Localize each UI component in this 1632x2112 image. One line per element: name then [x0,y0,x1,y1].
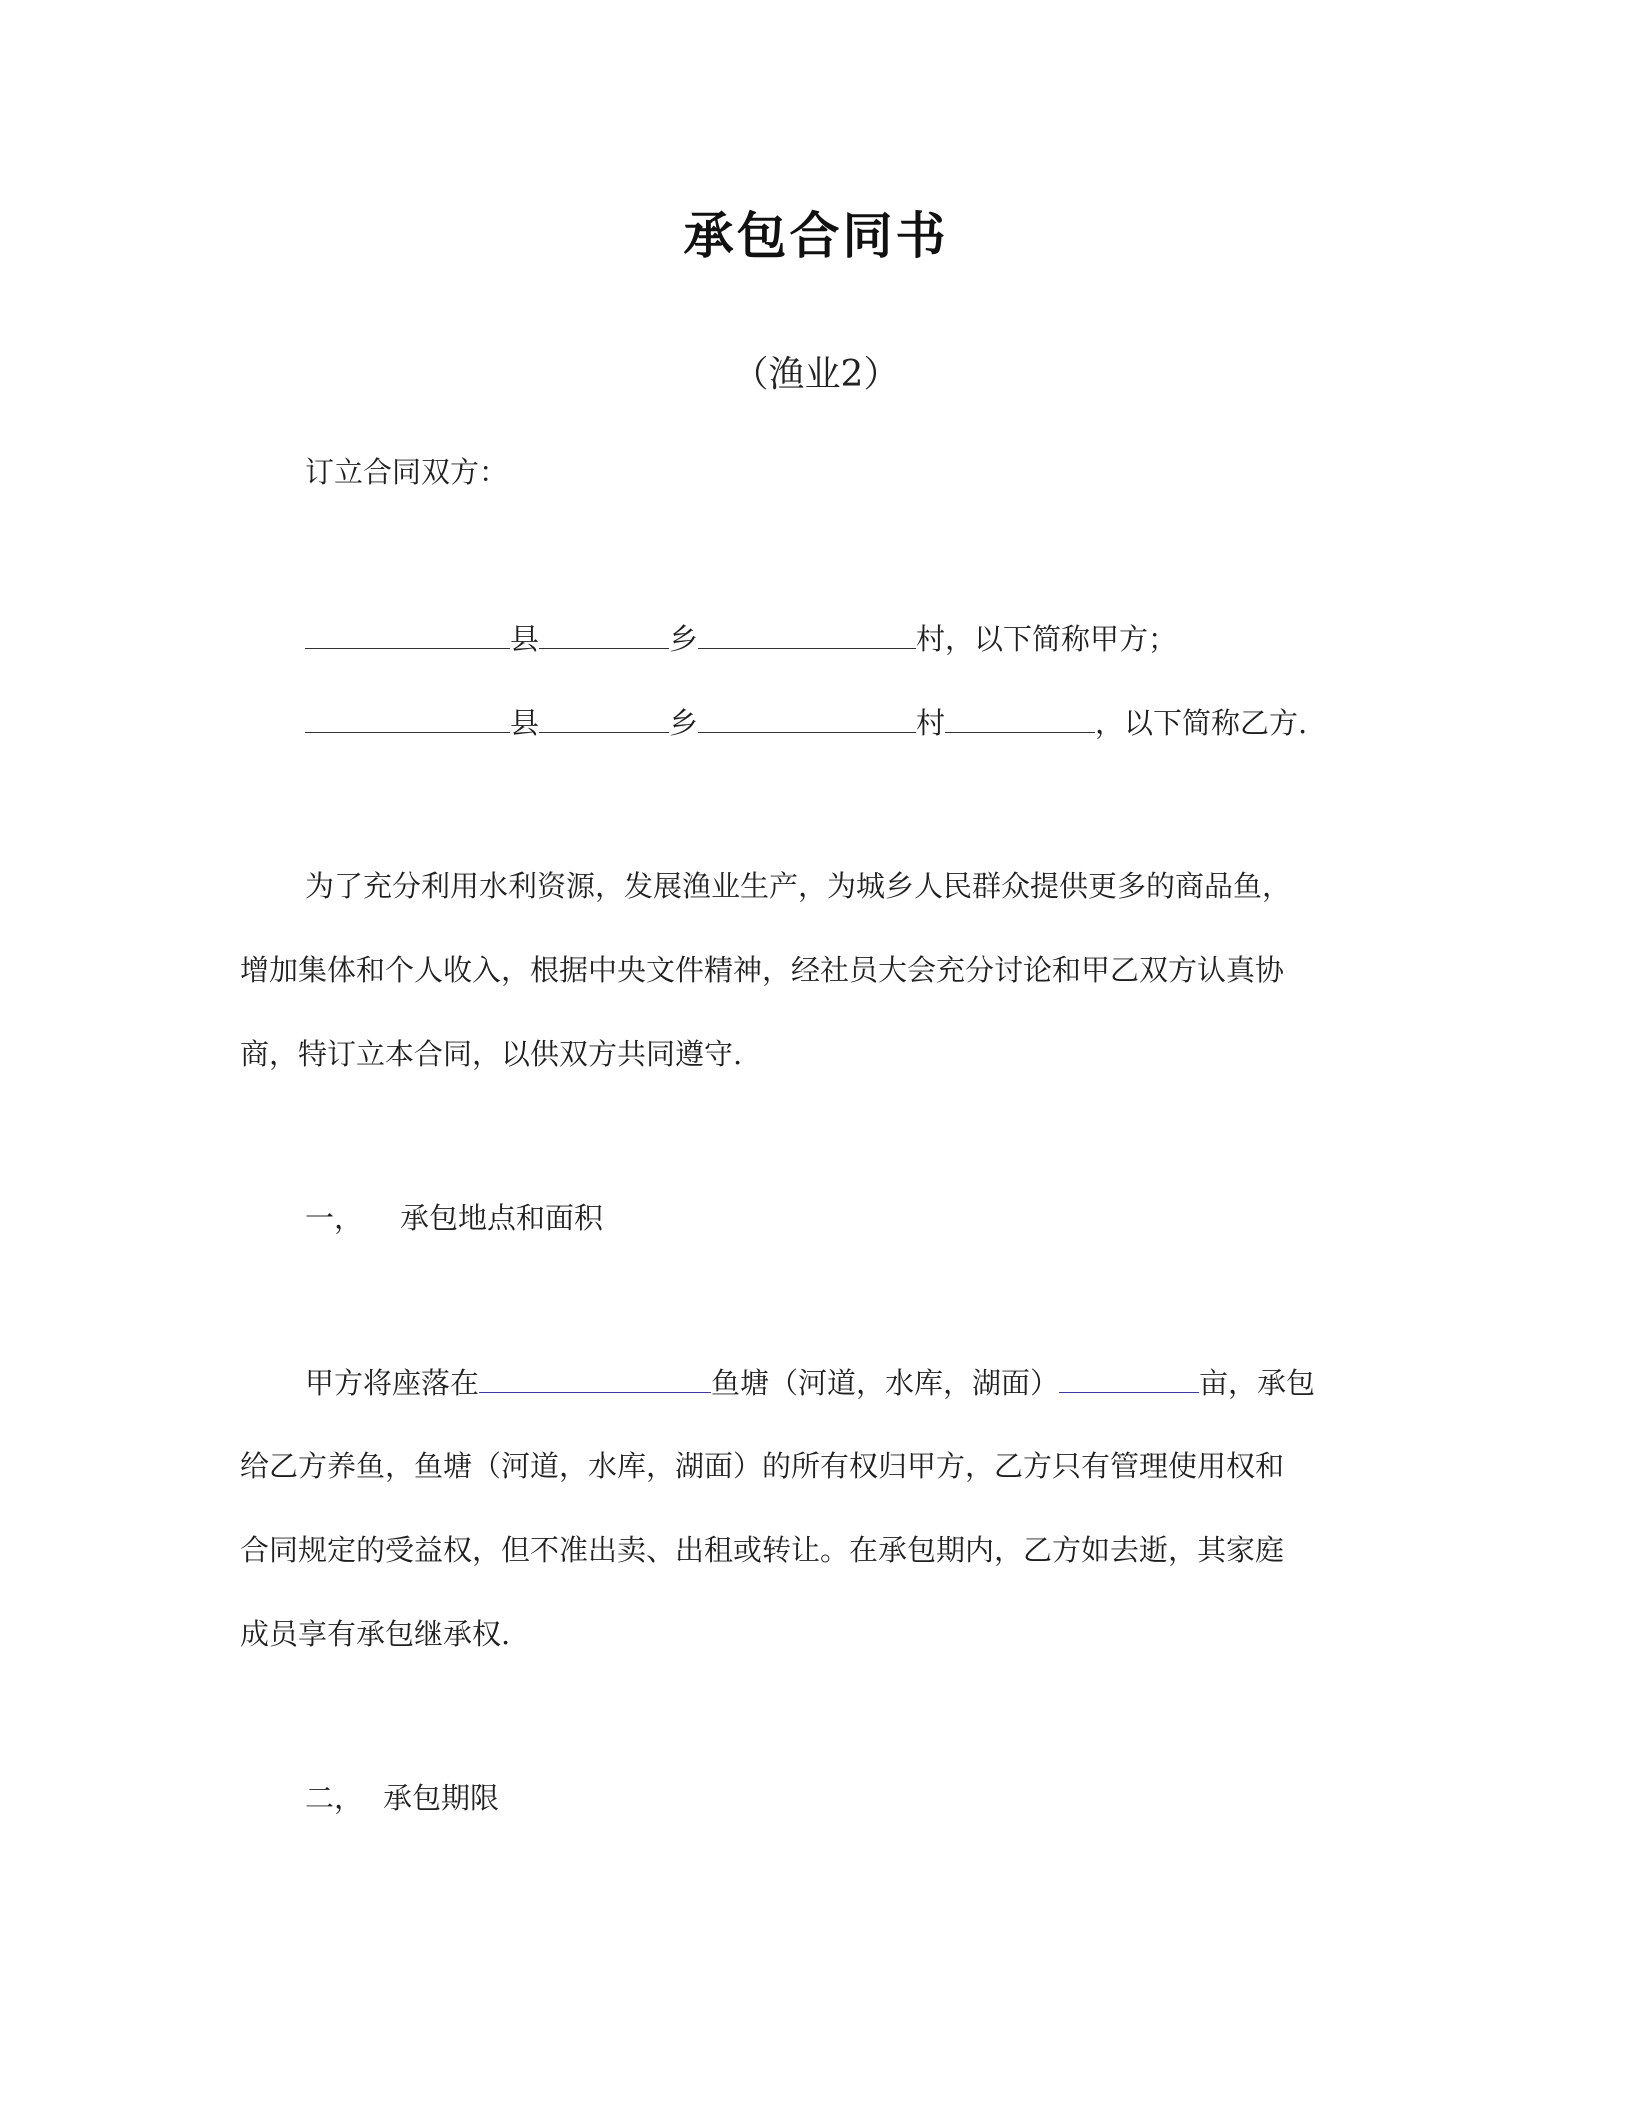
section-1-text-start: 甲方将座落在 [305,1366,480,1400]
section-1-number: 一， [305,1201,364,1235]
party-a-township-blank[interactable] [539,618,669,649]
preamble-line-2: 增加集体和个人收入，根据中央文件精神，经社员大会充分讨论和甲乙双方认真协 [240,953,1285,987]
section-1-title: 承包地点和面积 [400,1201,604,1235]
party-a-county-label: 县 [510,622,540,656]
party-b-suffix: ，以下简称乙方. [1095,706,1308,740]
party-a-county-blank[interactable] [305,618,510,649]
party-b-county-label: 县 [510,706,540,740]
section-1-text-mid: 鱼塘（河道，水库，湖面） [711,1366,1060,1400]
preamble-line-1: 为了充分利用水利资源，发展渔业生产，为城乡人民群众提供更多的商品鱼， [305,869,1292,903]
location-blank[interactable] [479,1362,711,1393]
section-1-text-end: 亩，承包 [1199,1366,1316,1400]
party-b-village-blank[interactable] [698,702,916,733]
party-b-name-blank[interactable] [945,702,1095,733]
section-2-number: 二， [305,1781,364,1815]
party-a-village-blank[interactable] [698,618,916,649]
party-b-line [305,702,1455,743]
document-subtitle: （渔业2） [732,354,900,395]
section-1-heading [305,1198,603,1238]
section-2-heading [305,1778,499,1818]
document-title: 承包合同书 [683,207,949,265]
area-blank[interactable] [1059,1362,1199,1393]
party-b-village-label: 村 [916,706,946,740]
section-1-line-4: 成员享有承包继承权. [240,1617,511,1651]
section-1-line-3: 合同规定的受益权，但不准出卖、出租或转让。在承包期内，乙方如去逝，其家庭 [240,1533,1285,1567]
party-b-county-blank[interactable] [305,702,510,733]
preamble-line-3: 商，特订立本合同，以供双方共同遵守. [240,1037,743,1071]
section-1-line-2: 给乙方养鱼，鱼塘（河道，水库，湖面）的所有权归甲方，乙方只有管理使用权和 [240,1449,1285,1483]
party-a-township-label: 乡 [669,622,699,656]
section-1-line-1 [305,1362,1455,1403]
party-a-suffix: 村，以下简称甲方； [916,622,1178,656]
party-b-township-blank[interactable] [539,702,669,733]
parties-label: 订立合同双方： [305,455,509,489]
party-b-township-label: 乡 [669,706,699,740]
section-2-title: 承包期限 [383,1781,500,1815]
party-a-line [305,618,1455,659]
